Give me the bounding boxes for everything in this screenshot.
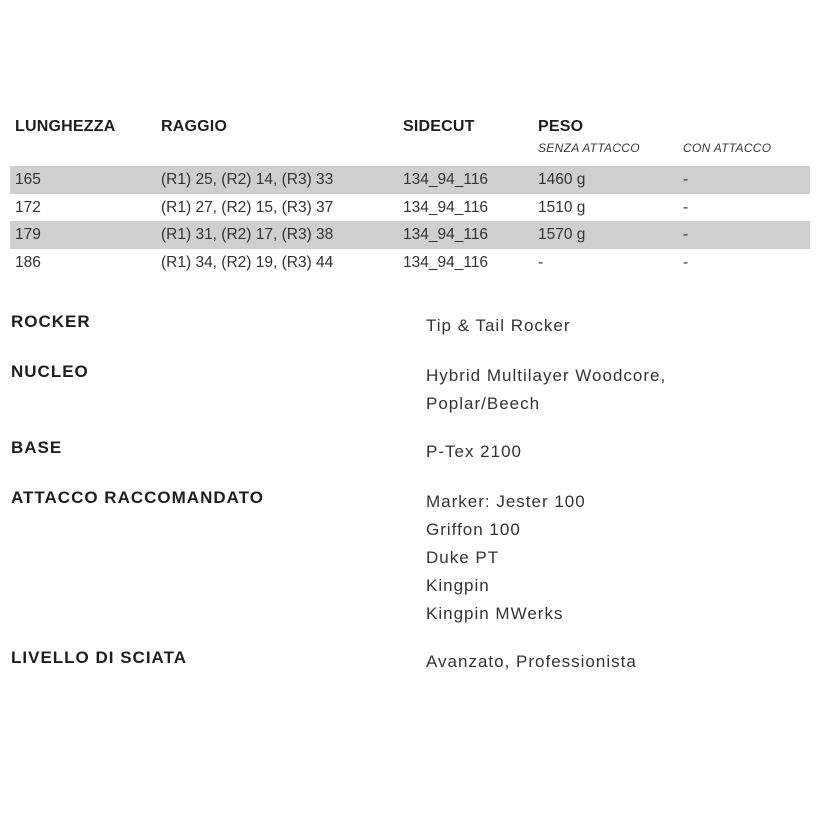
- property-attacco: [11, 488, 811, 648]
- cell-weight-with: -: [683, 198, 689, 216]
- property-label: NUCLEO: [11, 362, 89, 381]
- cell-weight-with: -: [683, 253, 689, 271]
- property-value: Avanzato, Professionista: [426, 652, 637, 671]
- cell-weight-without: -: [538, 253, 544, 271]
- property-value: Hybrid Multilayer Woodcore,: [426, 366, 667, 385]
- property-value: Kingpin MWerks: [426, 604, 564, 623]
- property-livello: [11, 648, 811, 688]
- cell-radius: (R1) 27, (R2) 15, (R3) 37: [161, 198, 334, 216]
- cell-sidecut: 134_94_116: [403, 226, 489, 243]
- cell-length: 172: [15, 198, 41, 216]
- cell-weight-with: -: [683, 171, 689, 188]
- cell-sidecut: 134_94_116: [403, 171, 489, 188]
- property-value: Kingpin: [426, 576, 490, 595]
- cell-weight-without: 1570 g: [538, 226, 586, 243]
- property-label: LIVELLO DI SCIATA: [11, 648, 187, 667]
- table-row: [10, 194, 810, 222]
- header-weight-with: CON ATTACCO: [683, 141, 772, 155]
- cell-weight-without: 1510 g: [538, 198, 586, 216]
- header-weight-without: SENZA ATTACCO: [538, 141, 640, 155]
- property-value: Poplar/Beech: [426, 394, 541, 413]
- property-value: Tip & Tail Rocker: [426, 316, 571, 335]
- header-radius: RAGGIO: [161, 118, 228, 135]
- cell-length: 165: [15, 171, 41, 188]
- cell-weight-without: 1460 g: [538, 171, 586, 188]
- property-label: ROCKER: [11, 312, 91, 331]
- cell-length: 179: [15, 226, 41, 243]
- table-row: [10, 249, 810, 277]
- property-value: Marker: Jester 100: [426, 492, 586, 511]
- header-sidecut: SIDECUT: [403, 118, 475, 135]
- table-row: [10, 166, 810, 194]
- cell-radius: (R1) 25, (R2) 14, (R3) 33: [161, 171, 334, 188]
- cell-radius: (R1) 31, (R2) 17, (R3) 38: [161, 226, 334, 243]
- cell-sidecut: 134_94_116: [403, 198, 489, 216]
- property-base: [11, 438, 811, 488]
- property-value: P-Tex 2100: [426, 442, 522, 461]
- cell-weight-with: -: [683, 226, 689, 243]
- property-rocker: [11, 312, 811, 362]
- properties-list: [11, 312, 811, 688]
- table-row: [10, 221, 810, 249]
- property-value: Duke PT: [426, 548, 500, 567]
- property-values: [426, 362, 811, 418]
- header-length: LUNGHEZZA: [15, 118, 116, 135]
- property-values: [426, 648, 811, 676]
- header-weight: PESO: [538, 118, 584, 135]
- property-values: [426, 438, 811, 466]
- property-value: Griffon 100: [426, 520, 521, 539]
- property-values: [426, 488, 811, 628]
- property-label: BASE: [11, 438, 63, 457]
- cell-radius: (R1) 34, (R2) 19, (R3) 44: [161, 253, 334, 271]
- table-header: [10, 118, 810, 166]
- cell-sidecut: 134_94_116: [403, 253, 489, 271]
- property-label: ATTACCO RACCOMANDATO: [11, 488, 264, 507]
- property-nucleo: [11, 362, 811, 438]
- spec-table: [10, 118, 810, 276]
- property-values: [426, 312, 811, 340]
- cell-length: 186: [15, 253, 41, 271]
